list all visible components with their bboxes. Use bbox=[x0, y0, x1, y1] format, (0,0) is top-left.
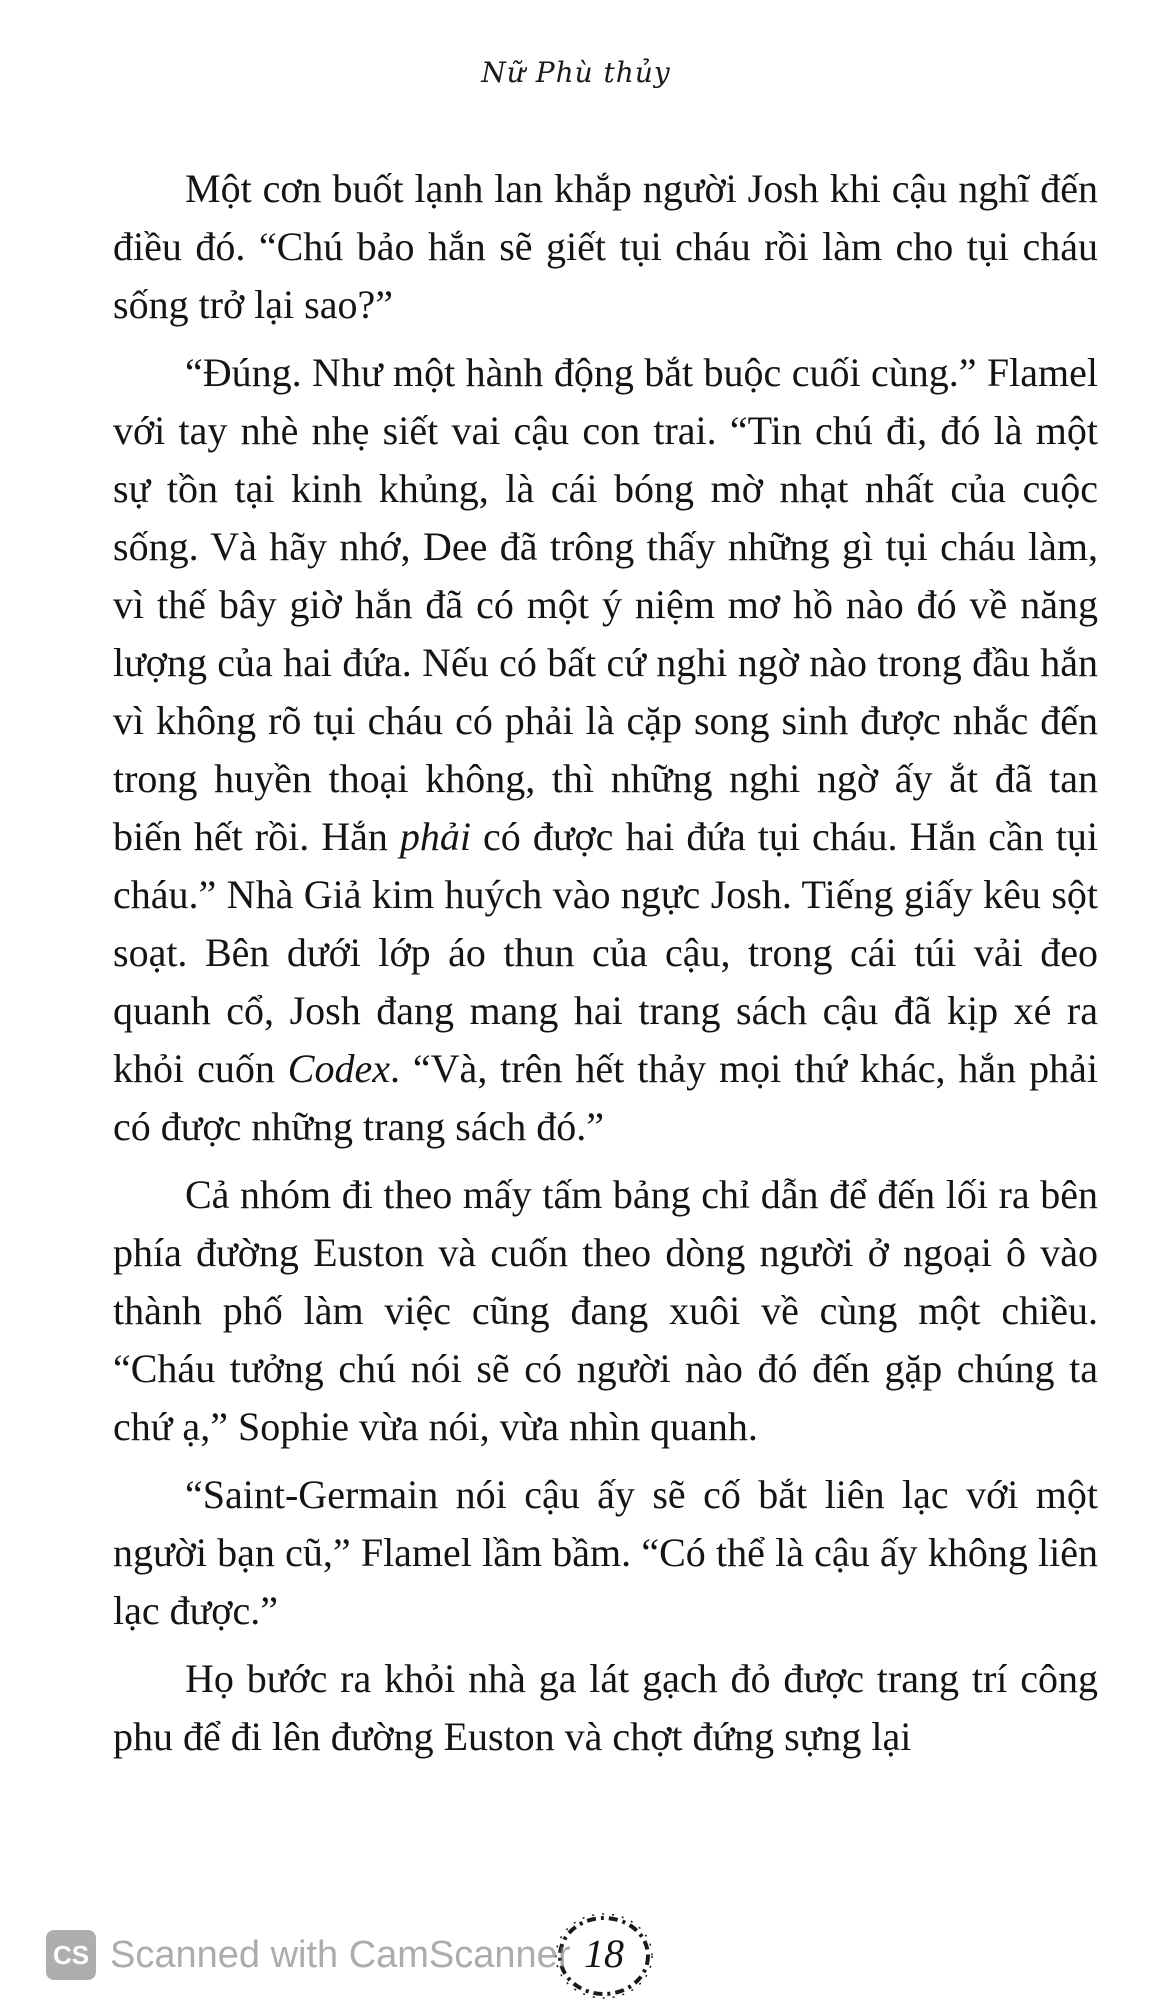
paragraph-2 bbox=[113, 344, 1098, 1156]
paragraph-2-part-1: “Đúng. Như một hành động bắt buộc cuối cùng.” Flamel với tay nhè nhẹ siết vai cậu con trai. “Tin chú đi, đó là một sự tồn tại kinh khủng, là cái bóng mờ nhạt nhất của cuộc sống. Và hãy nhớ, Dee đã trông thấy những gì tụi cháu làm, vì thế bây giờ hắn đã có một ý niệm mơ hồ nào đó về năng lượng của hai đứa. Nếu có bất cứ nghi ngờ nào trong đầu hắn vì không rõ tụi cháu có phải là cặp song sinh được nhắc đến trong huyền thoại không, thì những nghi ngờ ấy ắt đã tan biến hết rồi. Hắn bbox=[113, 350, 1098, 859]
paragraph-3: Cả nhóm đi theo mấy tấm bảng chỉ dẫn để đến lối ra bên phía đường Euston và cuốn theo dòng người ở ngoại ô vào thành phố làm việc cũng đang xuôi về cùng một chiều. “Cháu tưởng chú nói sẽ có người nào đó đến gặp chúng ta chứ ạ,” Sophie vừa nói, vừa nhìn quanh. bbox=[113, 1172, 1098, 1449]
paragraph-2-part-2: có được hai đứa tụi cháu. Hắn cần tụi cháu.” Nhà Giả kim huých vào ngực Josh. Tiếng giấy kêu sột soạt. Bên dưới lớp áo thun của cậu, trong cái túi vải đeo quanh cổ, Josh đang mang hai trang sách cậu đã kịp xé ra khỏi cuốn bbox=[113, 814, 1098, 1091]
paragraph-5: Họ bước ra khỏi nhà ga lát gạch đỏ được trang trí công phu để đi lên đường Euston và chợt đứng sựng lại bbox=[113, 1656, 1098, 1759]
paragraph-2-part-3: . “Và, trên hết thảy mọi thứ khác, hắn phải có được những trang sách đó.” bbox=[113, 1046, 1098, 1149]
watermark-text: Scanned with CamScanner bbox=[110, 1933, 571, 1976]
page-number: 18 bbox=[584, 1931, 624, 1976]
paragraph-1: Một cơn buốt lạnh lan khắp người Josh khi cậu nghĩ đến điều đó. “Chú bảo hắn sẽ giết tụi cháu rồi làm cho tụi cháu sống trở lại sao?” bbox=[113, 166, 1098, 327]
camscanner-logo-icon: CS bbox=[46, 1930, 96, 1980]
body-text bbox=[113, 160, 1098, 1766]
camscanner-watermark bbox=[46, 1925, 570, 1985]
running-title: Nữ Phù thủy bbox=[481, 56, 671, 89]
paragraph-4: “Saint-Germain nói cậu ấy sẽ cố bắt liên lạc với một người bạn cũ,” Flamel lầm bầm. “Có thể là cậu ấy không liên lạc được.” bbox=[113, 1472, 1098, 1633]
emphasis-phai: phải bbox=[399, 814, 472, 859]
emphasis-codex: Codex bbox=[287, 1046, 390, 1091]
